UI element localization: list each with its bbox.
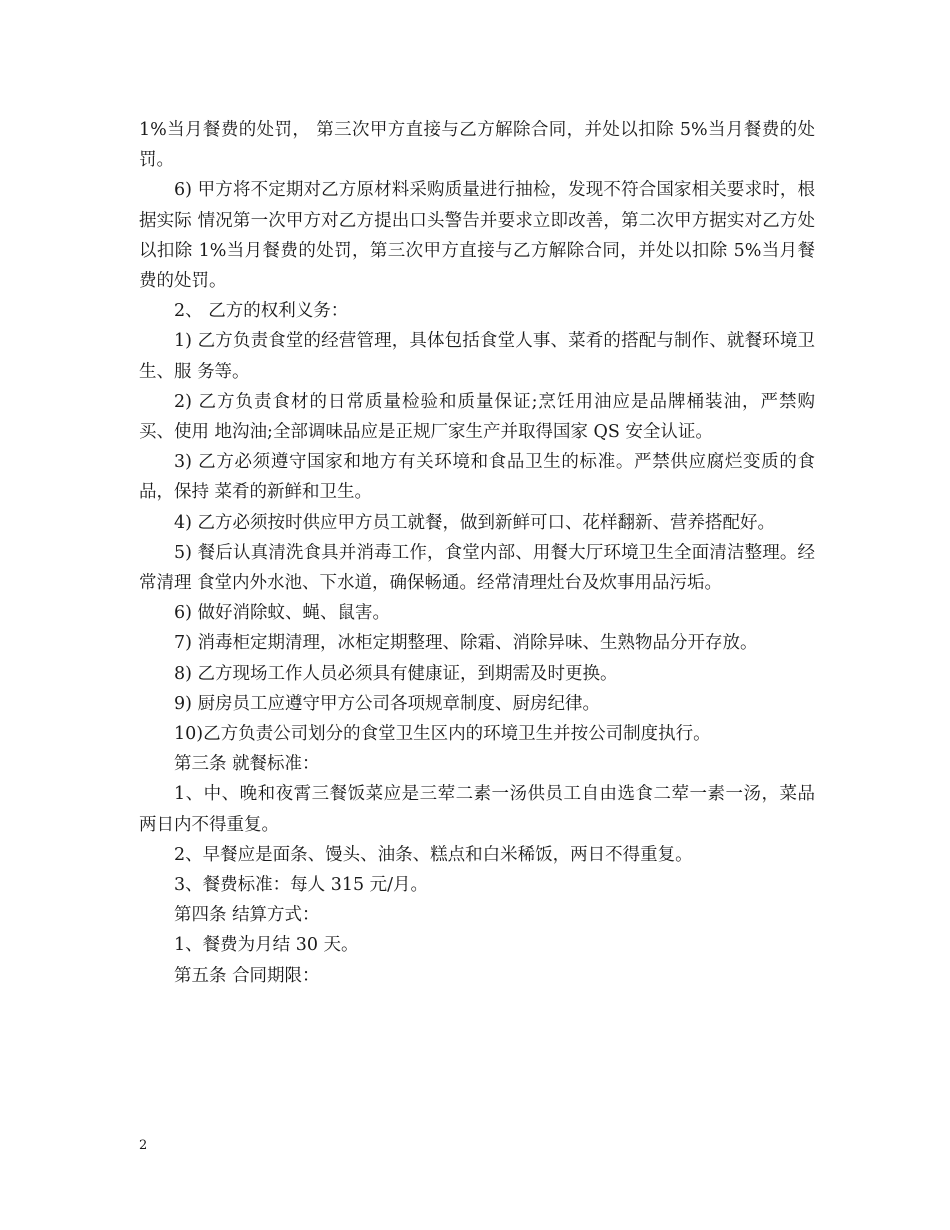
paragraph-item-2: 2) 乙方负责食材的日常质量检验和质量保证;烹饪用油应是品牌桶装油，严禁购买、使用 地沟油;全部调味品应是正规厂家生产并取得国家 QS 安全认证。	[139, 391, 815, 443]
paragraph-meal-standard-3: 3、餐费标准：每人 315 元/月。	[174, 875, 429, 896]
paragraph-meal-standard-2: 2、早餐应是面条、馒头、油条、糕点和白米稀饭，两日不得重复。	[174, 844, 693, 865]
paragraph-item-7: 7) 消毒柜定期清理，冰柜定期整理、除霜、消除异味、生熟物品分开存放。	[174, 633, 758, 654]
heading-article-3: 第三条 就餐标准：	[174, 754, 320, 775]
paragraph-penalty-continuation: 1%当月餐费的处罚， 第三次甲方直接与乙方解除合同，并处以扣除 5%当月餐费的处罚。	[139, 120, 815, 171]
heading-article-5: 第五条 合同期限：	[174, 965, 320, 986]
paragraph-item-4: 4) 乙方必须按时供应甲方员工就餐，做到新鲜可口、花样翻新、营养搭配好。	[174, 512, 776, 533]
paragraph-item-8: 8) 乙方现场工作人员必须具有健康证，到期需及时更换。	[174, 663, 618, 684]
paragraph-item-6: 6) 做好消除蚊、蝇、鼠害。	[174, 603, 391, 624]
heading-party-b-rights: 2、 乙方的权利义务：	[174, 301, 349, 322]
page-number: 2	[139, 1138, 148, 1153]
paragraph-item-1: 1) 乙方负责食堂的经营管理，具体包括食堂人事、菜肴的搭配与制作、就餐环境卫生、服 务等。	[139, 331, 815, 382]
paragraph-clause-6-inspection: 6) 甲方将不定期对乙方原材料采购质量进行抽检，发现不符合国家相关要求时，根据实际 情况第一次甲方对乙方提出口头警告并要求立即改善，第二次甲方据实对乙方处以扣除 1%当月餐费的处罚，第三次甲方直接与乙方解除合同，并处以扣除 5%当月餐费的处罚。	[139, 180, 815, 292]
paragraph-item-3: 3) 乙方必须遵守国家和地方有关环境和食品卫生的标准。严禁供应腐烂变质的食品，保持 菜肴的新鲜和卫生。	[139, 452, 815, 503]
paragraph-item-5: 5) 餐后认真清洗食具并消毒工作，食堂内部、用餐大厅环境卫生全面清洁整理。经常清理 食堂内外水池、下水道，确保畅通。经常清理灶台及炊事用品污垢。	[139, 542, 815, 594]
paragraph-item-10: 10)乙方负责公司划分的食堂卫生区内的环境卫生并按公司制度执行。	[174, 724, 711, 745]
paragraph-meal-standard-1: 1、中、晚和夜霄三餐饭菜应是三荤二素一汤供员工自由选食二荤一素一汤，菜品两日内不得重复。	[139, 784, 815, 835]
document-body	[139, 115, 815, 991]
heading-article-4: 第四条 结算方式：	[174, 905, 320, 926]
paragraph-item-9: 9) 厨房员工应遵守甲方公司各项规章制度、厨房纪律。	[174, 693, 601, 714]
paragraph-settlement-1: 1、餐费为月结 30 天。	[174, 935, 359, 956]
